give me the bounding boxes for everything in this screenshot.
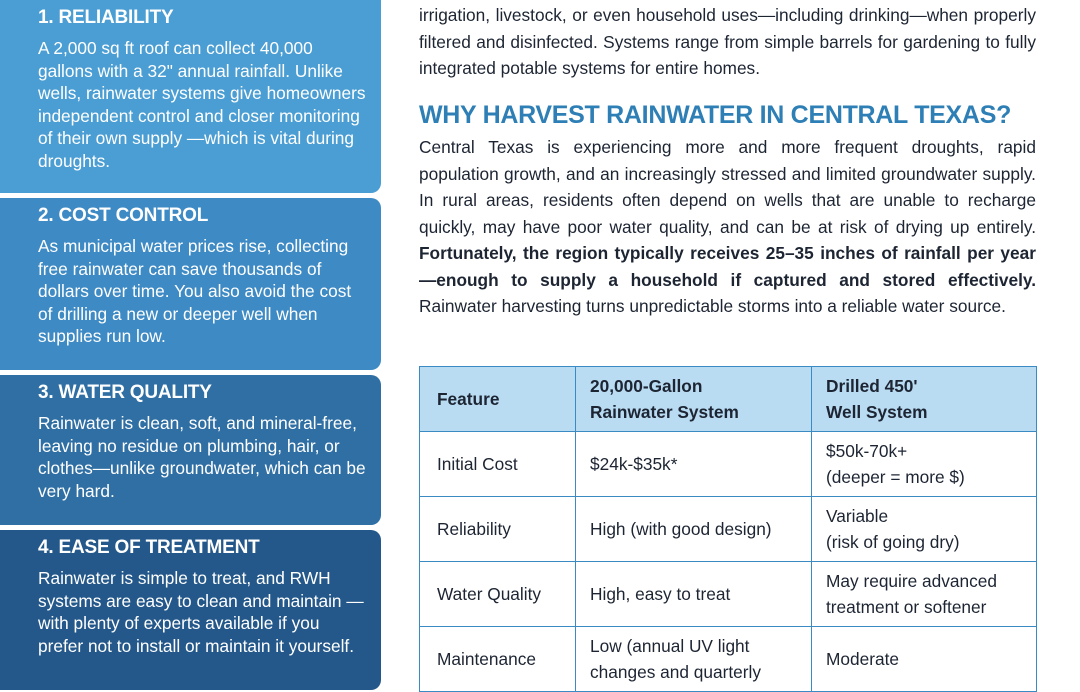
benefit-card-ease-of-treatment xyxy=(0,530,381,690)
rainwater-cell xyxy=(576,627,812,692)
cell-line: High, easy to treat xyxy=(590,584,731,604)
benefit-text: As municipal water prices rise, collecting free rainwater can save thousands of dollars over time. You also avoid the cost of drilling a new or deeper well when supplies run low. xyxy=(38,236,352,346)
table-row xyxy=(420,432,1037,497)
benefit-title: 2. COST CONTROL xyxy=(38,205,209,226)
well-cell xyxy=(812,562,1037,627)
cell-line: Reliability xyxy=(437,519,511,539)
cell-line: Low (annual UV light xyxy=(590,636,750,656)
cell-line: High (with good design) xyxy=(590,519,772,539)
rainwater-cell xyxy=(576,432,812,497)
benefit-title: 1. RELIABILITY xyxy=(38,7,174,28)
header-line: Drilled 450' xyxy=(826,376,918,396)
rainwater-cell xyxy=(576,562,812,627)
benefit-text: A 2,000 sq ft roof can collect 40,000 gallons with a 32" annual rainfall. Unlike wells, rainwater systems give homeowners independent control and closer monitoring of their own supply —which is vital during droughts. xyxy=(38,38,366,171)
benefit-card-reliability xyxy=(0,0,381,193)
cell-line: Initial Cost xyxy=(437,454,518,474)
header-rainwater-system xyxy=(576,367,812,432)
benefit-text: Rainwater is clean, soft, and mineral-free, leaving no residue on plumbing, hair, or clothes—unlike groundwater, which can be very hard. xyxy=(38,413,366,501)
body-text-emphasis: Fortunately, the region typically receives 25–35 inches of rainfall per year—enough to supply a household if captured and stored effectively. xyxy=(419,243,1036,290)
header-line: Rainwater System xyxy=(590,402,739,422)
cell-line: treatment or softener xyxy=(826,597,987,617)
cell-line: $24k-$35k* xyxy=(590,454,678,474)
header-line: 20,000-Gallon xyxy=(590,376,703,396)
body-text-start: Central Texas is experiencing more and more frequent droughts, rapid population growth, and an increasingly stressed and limited groundwater supply. In rural areas, residents often depend on wells that are unable to recharge quickly, may have poor water quality, and can be at risk of drying up entirely. xyxy=(419,137,1036,237)
table-row xyxy=(420,562,1037,627)
header-line: Feature xyxy=(437,389,500,409)
body-paragraph xyxy=(419,134,1036,320)
table-row xyxy=(420,627,1037,692)
cell-line: (risk of going dry) xyxy=(826,532,960,552)
table-row xyxy=(420,497,1037,562)
cell-line: Maintenance xyxy=(437,649,536,669)
cell-line: Variable xyxy=(826,506,889,526)
benefit-card-cost-control xyxy=(0,198,381,370)
benefit-card-water-quality xyxy=(0,375,381,525)
cell-line: Water Quality xyxy=(437,584,542,604)
comparison-table xyxy=(419,366,1037,692)
cell-line: (deeper = more $) xyxy=(826,467,965,487)
well-cell xyxy=(812,627,1037,692)
well-cell xyxy=(812,432,1037,497)
feature-cell xyxy=(420,497,576,562)
header-feature xyxy=(420,367,576,432)
feature-cell xyxy=(420,562,576,627)
section-heading: WHY HARVEST RAINWATER IN CENTRAL TEXAS? xyxy=(419,101,1012,129)
feature-cell xyxy=(420,627,576,692)
well-cell xyxy=(812,497,1037,562)
cell-line: Moderate xyxy=(826,649,900,669)
rainwater-cell xyxy=(576,497,812,562)
cell-line: May require advanced xyxy=(826,571,997,591)
cell-line: $50k-70k+ xyxy=(826,441,908,461)
benefits-sidebar xyxy=(0,0,381,675)
cell-line: changes and quarterly xyxy=(590,662,762,682)
header-line: Well System xyxy=(826,402,928,422)
benefit-title: 3. WATER QUALITY xyxy=(38,382,212,403)
body-text-end: Rainwater harvesting turns unpredictable storms into a reliable water source. xyxy=(419,296,1006,316)
intro-paragraph: irrigation, livestock, or even household uses—including drinking—when properly filtered and disinfected. Systems range from simple barrels for gardening to fully integrated potable systems for entire homes. xyxy=(419,5,1036,78)
benefit-title: 4. EASE OF TREATMENT xyxy=(38,537,260,558)
table-header-row xyxy=(420,367,1037,432)
benefit-text: Rainwater is simple to treat, and RWH systems are easy to clean and maintain —with plenty of experts available if you prefer not to install or maintain it yourself. xyxy=(38,568,364,656)
header-well-system xyxy=(812,367,1037,432)
feature-cell xyxy=(420,432,576,497)
